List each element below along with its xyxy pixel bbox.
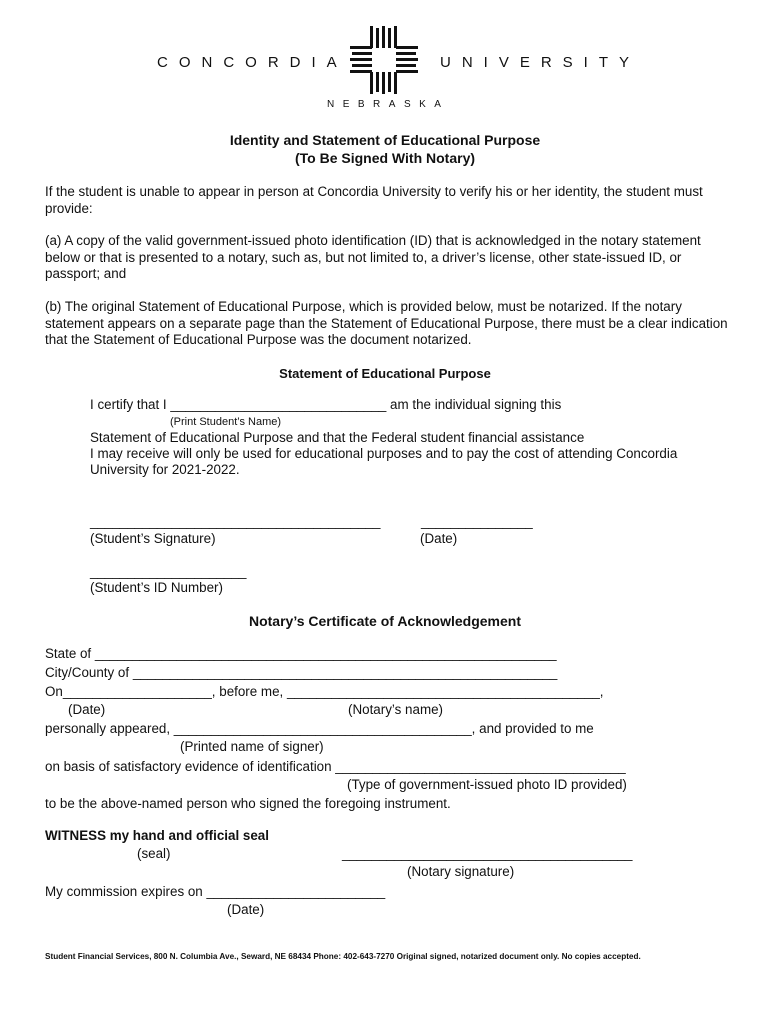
print-name-caption: (Print Student’s Name) — [170, 416, 282, 428]
student-signature-caption: (Student’s Signature) — [90, 531, 216, 546]
document-title: Identity and Statement of Educational Purpose — [229, 132, 541, 148]
student-signature-line[interactable]: _______________________________________ — [90, 514, 381, 529]
statement-heading: Statement of Educational Purpose — [279, 366, 491, 381]
student-date-line[interactable]: _______________ — [421, 514, 533, 529]
seal-caption: (seal) — [137, 846, 171, 861]
notary-heading: Notary’s Certificate of Acknowledgement — [248, 613, 522, 629]
notary-evidence-line[interactable]: on basis of satisfactory evidence of identification _______________________________________ — [45, 759, 626, 774]
notary-name-caption: (Notary’s name) — [348, 702, 444, 717]
intro-paragraph-b: (b) The original Statement of Educational Purpose, which is provided below, must be notarized. If the notary statement appears on a separate page than the Statement of Educational Purpose, there must be a clear indication that the Statement of Educational Purpose was the document notarized. — [45, 299, 728, 347]
student-id-caption: (Student’s ID Number) — [90, 580, 223, 595]
intro-paragraph-a: (a) A copy of the valid government-issued photo identification (ID) that is acknowledged in the notary statement below or that is presented to a notary, such as, but not limited to, a driver’s license, other state-issued ID, or passport; and — [45, 233, 701, 281]
notary-date-caption: (Date) — [68, 702, 106, 717]
notary-appeared-line[interactable]: personally appeared, ________________________________________, and provided to me — [45, 721, 594, 736]
logo-wordmark-nebraska: NEBRASKA — [327, 99, 450, 110]
notary-signature-caption: (Notary signature) — [407, 864, 515, 879]
document-subtitle: (To Be Signed With Notary) — [294, 150, 476, 166]
notary-above-named-line: to be the above-named person who signed the foregoing instrument. — [45, 796, 451, 811]
student-date-caption: (Date) — [420, 531, 458, 546]
notary-signature-line[interactable]: _______________________________________ — [342, 846, 633, 861]
statement-body-line-1: Statement of Educational Purpose and that the Federal student financial assistance — [90, 430, 585, 445]
notary-signer-caption: (Printed name of signer) — [180, 739, 324, 754]
notary-on-line[interactable]: On____________________, before me, __________________________________________, — [45, 684, 604, 699]
commission-date-caption: (Date) — [227, 902, 265, 917]
certify-line[interactable]: I certify that I _____________________________ am the individual signing this — [90, 397, 562, 412]
notary-id-type-caption: (Type of government-issued photo ID provided) — [347, 777, 627, 792]
statement-body-line-3: University for 2021-2022. — [90, 462, 240, 477]
statement-body-line-2: I may receive will only be used for educational purposes and to pay the cost of attending Concordia — [90, 446, 678, 461]
intro-paragraph-1: If the student is unable to appear in person at Concordia University to verify his or her identity, the student must provide: — [45, 184, 703, 216]
university-logo-mark — [350, 26, 418, 94]
logo-wordmark-concordia: CONCORDIA — [157, 54, 348, 71]
footer-contact: Student Financial Services, 800 N. Columbia Ave., Seward, NE 68434 Phone: 402-643-7270 Original signed, notarized document only. No copies accepted. — [45, 952, 641, 961]
commission-expires-line[interactable]: My commission expires on ________________________ — [45, 884, 386, 899]
witness-line: WITNESS my hand and official seal — [45, 828, 269, 843]
student-id-line[interactable]: _____________________ — [90, 564, 247, 579]
notary-state-line[interactable]: State of ______________________________________________________________ — [45, 646, 557, 661]
notary-city-line[interactable]: City/County of _________________________________________________________ — [45, 665, 558, 680]
logo-wordmark-university: UNIVERSITY — [440, 54, 641, 71]
